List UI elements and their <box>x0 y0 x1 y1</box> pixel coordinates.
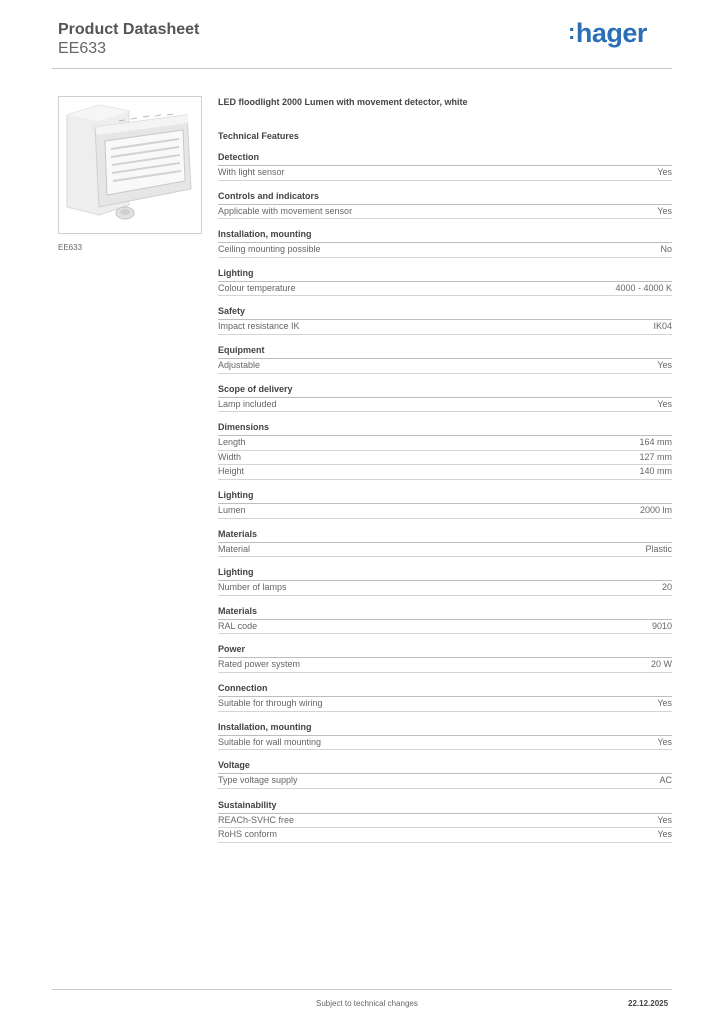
feature-label: Applicable with movement sensor <box>218 205 353 216</box>
feature-section <box>218 643 672 673</box>
feature-value: 164 mm <box>639 437 672 448</box>
section-title: Lighting <box>218 566 672 581</box>
feature-value: No <box>660 244 672 255</box>
feature-row <box>218 243 672 258</box>
feature-section <box>218 566 672 596</box>
feature-section <box>218 190 672 220</box>
feature-row <box>218 581 672 596</box>
section-title: Detection <box>218 151 672 166</box>
section-title: Lighting <box>218 489 672 504</box>
logo-text: hager <box>575 18 647 48</box>
hager-logo <box>568 16 647 49</box>
feature-sections <box>218 151 672 843</box>
section-title: Dimensions <box>218 421 672 436</box>
feature-label: Width <box>218 451 242 462</box>
feature-section <box>218 799 672 843</box>
section-title: Lighting <box>218 267 672 282</box>
feature-row <box>218 658 672 673</box>
feature-label: Lamp included <box>218 398 277 409</box>
feature-row <box>218 504 672 519</box>
feature-label: Number of lamps <box>218 582 287 593</box>
feature-row <box>218 451 672 466</box>
feature-value: Yes <box>657 205 672 216</box>
feature-row <box>218 282 672 297</box>
footer-note: Subject to technical changes <box>316 999 418 1008</box>
feature-section <box>218 759 672 789</box>
section-title: Scope of delivery <box>218 383 672 398</box>
logo-dots: : <box>568 19 575 44</box>
feature-section <box>218 344 672 374</box>
feature-row <box>218 774 672 789</box>
feature-row <box>218 543 672 558</box>
feature-value: Yes <box>657 814 672 825</box>
feature-label: Suitable for wall mounting <box>218 736 322 747</box>
feature-section <box>218 605 672 635</box>
feature-row <box>218 320 672 335</box>
feature-label: REACh-SVHC free <box>218 814 295 825</box>
section-title: Safety <box>218 305 672 320</box>
section-title: Equipment <box>218 344 672 359</box>
feature-row <box>218 359 672 374</box>
feature-section <box>218 682 672 712</box>
feature-section <box>218 421 672 480</box>
section-title: Power <box>218 643 672 658</box>
section-title: Connection <box>218 682 672 697</box>
feature-label: Material <box>218 543 251 554</box>
feature-row <box>218 736 672 751</box>
feature-label: Length <box>218 437 246 448</box>
feature-value: 2000 lm <box>639 504 672 515</box>
feature-row <box>218 205 672 220</box>
feature-value: 127 mm <box>639 451 672 462</box>
feature-value: 20 W <box>650 659 672 670</box>
led-floodlight-image <box>58 96 202 234</box>
datasheet-header <box>58 20 199 58</box>
feature-label: Suitable for through wiring <box>218 697 323 708</box>
feature-row <box>218 398 672 413</box>
feature-section <box>218 151 672 181</box>
feature-label: Lumen <box>218 504 246 515</box>
feature-value: 9010 <box>651 620 672 631</box>
product-code: EE633 <box>58 40 107 57</box>
feature-value: 20 <box>661 582 672 593</box>
feature-value: Yes <box>657 697 672 708</box>
feature-label: RAL code <box>218 620 258 631</box>
feature-label: With light sensor <box>218 167 285 177</box>
feature-value: Yes <box>657 167 672 177</box>
feature-value: Yes <box>657 736 672 747</box>
feature-value: Plastic <box>645 543 672 554</box>
feature-value: IK04 <box>653 321 672 332</box>
feature-value: Yes <box>657 359 672 370</box>
feature-value: Yes <box>657 829 672 840</box>
product-name: LED floodlight 2000 Lumen with movement detector, white <box>218 97 468 107</box>
section-title: Materials <box>218 605 672 620</box>
feature-section <box>218 489 672 519</box>
feature-section <box>218 383 672 413</box>
feature-row <box>218 828 672 843</box>
section-title: Installation, mounting <box>218 228 672 243</box>
feature-label: Adjustable <box>218 359 261 370</box>
image-caption: EE633 <box>58 243 83 252</box>
section-title: Materials <box>218 528 672 543</box>
feature-label: RoHS conform <box>218 829 278 840</box>
feature-label: Ceiling mounting possible <box>218 244 321 255</box>
feature-section <box>218 721 672 751</box>
page-title: Product Datasheet <box>58 21 200 38</box>
feature-label: Rated power system <box>218 659 301 670</box>
feature-section <box>218 528 672 558</box>
datasheet-content <box>218 96 672 843</box>
feature-value: 140 mm <box>639 466 672 477</box>
technical-features-title: Technical Features <box>218 131 299 141</box>
section-title: Controls and indicators <box>218 190 672 205</box>
section-title: Voltage <box>218 759 672 774</box>
feature-value: Yes <box>657 398 672 409</box>
feature-label: Height <box>218 466 245 477</box>
feature-row <box>218 436 672 451</box>
header-divider <box>52 68 672 69</box>
feature-row <box>218 166 672 181</box>
feature-row <box>218 465 672 480</box>
feature-row <box>218 620 672 635</box>
feature-label: Type voltage supply <box>218 775 298 786</box>
feature-label: Colour temperature <box>218 282 296 293</box>
feature-section <box>218 267 672 297</box>
feature-section <box>218 305 672 335</box>
footer-date: 22.12.2025 <box>628 999 669 1008</box>
feature-row <box>218 697 672 712</box>
feature-value: AC <box>659 775 672 786</box>
feature-section <box>218 228 672 258</box>
section-title: Sustainability <box>218 799 672 814</box>
feature-row <box>218 814 672 829</box>
footer-divider <box>52 989 672 990</box>
feature-value: 4000 - 4000 K <box>615 282 672 293</box>
feature-label: Impact resistance IK <box>218 321 300 332</box>
section-title: Installation, mounting <box>218 721 672 736</box>
